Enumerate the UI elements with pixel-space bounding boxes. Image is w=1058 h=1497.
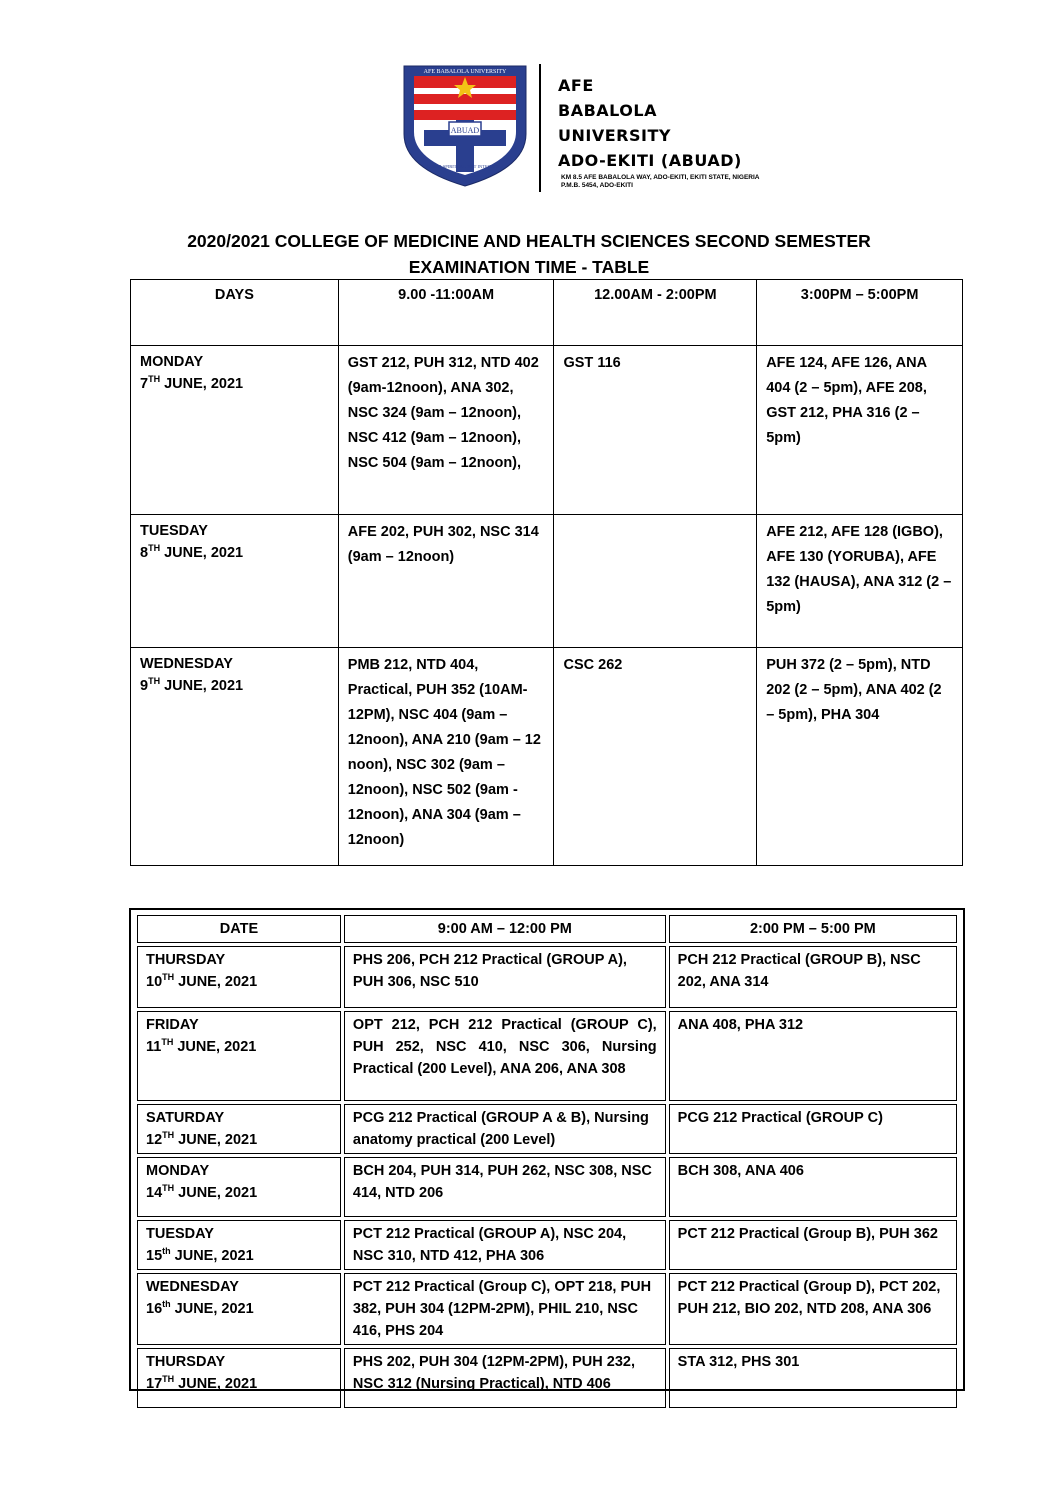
day-date: 17TH JUNE, 2021 [146, 1374, 258, 1392]
day-name: TUESDAY [140, 523, 208, 539]
day-name: WEDNESDAY [146, 1279, 239, 1295]
slot1-cell: AFE 202, PUH 302, NSC 314 (9am – 12noon) [338, 515, 554, 648]
slot1-cell: PMB 212, NTD 404, Practical, PUH 352 (10AM-12PM), NSC 404 (9am – 12noon), ANA 210 (9am – 12 noon), NSC 302 (9am – 12noon), NSC 502 (9am - 12noon), ANA 304 (9am – 12noon) [338, 648, 554, 866]
exam-timetable-week2 [134, 912, 960, 1411]
header-slot2: 12.00AM - 2:00PM [554, 280, 757, 346]
pm-cell: BCH 308, ANA 406 [669, 1157, 957, 1217]
exam-timetable-week2-frame [129, 908, 965, 1391]
day-date: 12TH JUNE, 2021 [146, 1130, 258, 1148]
university-crest [402, 64, 528, 188]
table-header-row [131, 280, 963, 346]
am-cell: PCG 212 Practical (GROUP A & B), Nursing anatomy practical (200 Level) [344, 1104, 666, 1154]
day-date: 7TH JUNE, 2021 [140, 374, 244, 392]
slot2-cell: CSC 262 [554, 648, 757, 866]
slot3-cell: PUH 372 (2 – 5pm), NTD 202 (2 – 5pm), ANA 402 (2 – 5pm), PHA 304 [757, 648, 963, 866]
header-divider [539, 64, 541, 192]
crest-badge-text: ABUAD [450, 126, 480, 135]
title-line2: EXAMINATION TIME - TABLE [408, 257, 650, 277]
am-cell: OPT 212, PCH 212 Practical (GROUP C), PUH 252, NSC 410, NSC 306, Nursing Practical (200 Level), ANA 206, ANA 308 [344, 1011, 666, 1101]
day-cell [137, 1011, 341, 1101]
crest-top-text: AFE BABALOLA UNIVERSITY [423, 69, 507, 75]
crest-motto-text: LABOR SPIRITUALIS ET INTEGRITAS [426, 164, 504, 169]
am-cell: PCT 212 Practical (GROUP A), NSC 204, NSC 310, NTD 412, PHA 306 [344, 1220, 666, 1270]
day-date: 11TH JUNE, 2021 [146, 1037, 257, 1055]
pm-cell: PCG 212 Practical (GROUP C) [669, 1104, 957, 1154]
day-date: 14TH JUNE, 2021 [146, 1183, 258, 1201]
table-row [137, 1348, 957, 1408]
day-name: THURSDAY [146, 1354, 226, 1370]
day-date: 10TH JUNE, 2021 [146, 972, 258, 990]
slot3-cell: AFE 124, AFE 126, ANA 404 (2 – 5pm), AFE 208, GST 212, PHA 316 (2 – 5pm) [757, 346, 963, 515]
header-slot3: 3:00PM – 5:00PM [757, 280, 963, 346]
slot1-cell: GST 212, PUH 312, NTD 402 (9am-12noon), ANA 302, NSC 324 (9am – 12noon), NSC 412 (9am – 12noon), NSC 504 (9am – 12noon), [338, 346, 554, 515]
day-cell [131, 648, 339, 866]
day-name: TUESDAY [146, 1226, 214, 1242]
slot3-cell: AFE 212, AFE 128 (IGBO), AFE 130 (YORUBA), AFE 132 (HAUSA), ANA 312 (2 – 5pm) [757, 515, 963, 648]
day-date: 9TH JUNE, 2021 [140, 676, 244, 694]
university-address-line2: P.M.B. 5454, ADO-EKITI [561, 182, 633, 189]
day-name: MONDAY [146, 1163, 210, 1179]
table-row [137, 1157, 957, 1217]
day-name: WEDNESDAY [140, 656, 233, 672]
table-row [137, 946, 957, 1008]
table-row [131, 515, 963, 648]
am-cell: BCH 204, PUH 314, PUH 262, NSC 308, NSC 414, NTD 206 [344, 1157, 666, 1217]
day-name: THURSDAY [146, 952, 226, 968]
day-cell [137, 1348, 341, 1408]
table-row [137, 1011, 957, 1101]
university-name-line2: BABALOLA [558, 101, 657, 120]
day-name: FRIDAY [146, 1017, 199, 1033]
table-header-row [137, 915, 957, 943]
header-pm: 2:00 PM – 5:00 PM [669, 915, 957, 943]
exam-timetable-week1 [130, 279, 963, 866]
day-name: MONDAY [140, 354, 204, 370]
page-title [0, 228, 1058, 280]
table-row [137, 1104, 957, 1154]
day-cell [137, 946, 341, 1008]
header-date: DATE [137, 915, 341, 943]
table-row [137, 1220, 957, 1270]
slot2-cell: GST 116 [554, 346, 757, 515]
university-name-line4: ADO-EKITI (ABUAD) [558, 151, 742, 170]
university-address-line1: KM 8.5 AFE BABALOLA WAY, ADO-EKITI, EKITI STATE, NIGERIA [561, 174, 760, 181]
pm-cell: ANA 408, PHA 312 [669, 1011, 957, 1101]
slot2-cell [554, 515, 757, 648]
day-date: 15th JUNE, 2021 [146, 1246, 254, 1264]
table-row [131, 648, 963, 866]
day-cell [137, 1220, 341, 1270]
pm-cell: STA 312, PHS 301 [669, 1348, 957, 1408]
pm-cell: PCT 212 Practical (Group D), PCT 202, PUH 212, BIO 202, NTD 208, ANA 306 [669, 1273, 957, 1345]
am-cell: PHS 206, PCH 212 Practical (GROUP A), PUH 306, NSC 510 [344, 946, 666, 1008]
day-name: SATURDAY [146, 1110, 225, 1126]
table-row [131, 346, 963, 515]
table-row [137, 1273, 957, 1345]
header-slot1: 9.00 -11:00AM [338, 280, 554, 346]
am-cell: PHS 202, PUH 304 (12PM-2PM), PUH 232, NSC 312 (Nursing Practical), NTD 406 [344, 1348, 666, 1408]
university-name-line1: AFE [558, 76, 594, 95]
university-name-line3: UNIVERSITY [558, 126, 671, 145]
day-cell [137, 1104, 341, 1154]
pm-cell: PCH 212 Practical (GROUP B), NSC 202, ANA 314 [669, 946, 957, 1008]
header-am: 9:00 AM – 12:00 PM [344, 915, 666, 943]
title-line1: 2020/2021 COLLEGE OF MEDICINE AND HEALTH SCIENCES SECOND SEMESTER [187, 231, 871, 251]
pm-cell: PCT 212 Practical (Group B), PUH 362 [669, 1220, 957, 1270]
header-days: DAYS [131, 280, 339, 346]
day-cell [137, 1273, 341, 1345]
day-date: 8TH JUNE, 2021 [140, 543, 244, 561]
day-date: 16th JUNE, 2021 [146, 1299, 254, 1317]
am-cell: PCT 212 Practical (Group C), OPT 218, PUH 382, PUH 304 (12PM-2PM), PHIL 210, NSC 416, PHS 204 [344, 1273, 666, 1345]
day-cell [131, 515, 339, 648]
day-cell [137, 1157, 341, 1217]
day-cell [131, 346, 339, 515]
